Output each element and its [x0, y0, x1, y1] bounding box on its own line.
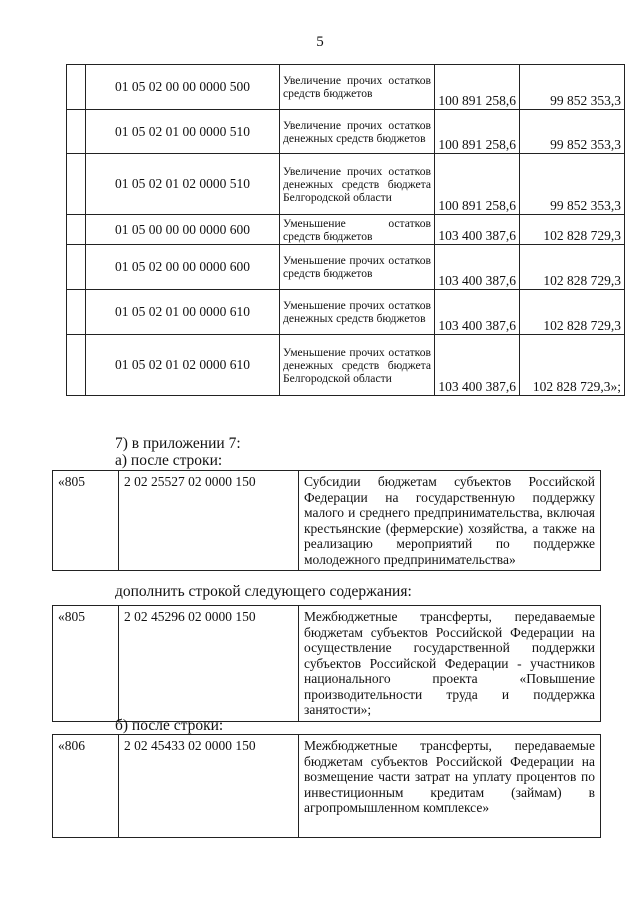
table-row — [67, 65, 625, 110]
value-2022-cell: 99 852 353,3 — [520, 65, 625, 110]
income-code-cell: 2 02 45296 02 0000 150 — [119, 606, 299, 722]
code-cell: 01 05 02 01 00 0000 610 — [86, 290, 280, 335]
code-cell: 01 05 02 01 02 0000 510 — [86, 154, 280, 215]
value-2021-cell: 103 400 387,6 — [435, 290, 520, 335]
code-cell: 01 05 02 00 00 0000 600 — [86, 245, 280, 290]
value-2021-cell: 103 400 387,6 — [435, 245, 520, 290]
empty-cell — [67, 245, 86, 290]
chapter-code-cell: «806 — [53, 735, 119, 838]
code-cell: 01 05 02 00 00 0000 500 — [86, 65, 280, 110]
empty-cell — [67, 215, 86, 245]
value-2022-cell: 99 852 353,3 — [520, 110, 625, 154]
value-2021-cell: 103 400 387,6 — [435, 335, 520, 396]
sources-table — [66, 64, 625, 396]
value-2021-cell: 100 891 258,6 — [435, 65, 520, 110]
description-cell: Уменьшение прочих остатков денежных средств бюджетов — [280, 290, 435, 335]
empty-cell — [67, 110, 86, 154]
value-2022-cell: 102 828 729,3 — [520, 215, 625, 245]
description-cell: Увеличение прочих остатков денежных средств бюджета Белгородской области — [280, 154, 435, 215]
item-a-heading: а) после строки: — [115, 452, 223, 469]
empty-cell — [67, 290, 86, 335]
description-cell: Межбюджетные трансферты, передаваемые бюджетам субъектов Российской Федерации на осуществление государственной поддержки субъектов Российской Федерации - участников национального проекта «Повышение производительности труда и поддержка занятости»; — [299, 606, 601, 722]
income-code-cell: 2 02 25527 02 0000 150 — [119, 471, 299, 571]
row-a-table — [52, 470, 601, 571]
description-cell: Межбюджетные трансферты, передаваемые бюджетам субъектов Российской Федерации на возмещение части затрат на уплату процентов по инвестиционным кредитам (займам) в агропромышленном комплексе» — [299, 735, 601, 838]
item-b-heading: б) после строки: — [115, 717, 224, 734]
page-number: 5 — [316, 34, 324, 50]
table-row — [53, 471, 601, 571]
description-cell: Уменьшение прочих остатков средств бюджетов — [280, 245, 435, 290]
income-code-cell: 2 02 45433 02 0000 150 — [119, 735, 299, 838]
table-row — [53, 606, 601, 722]
table-row — [67, 154, 625, 215]
table-row — [67, 245, 625, 290]
empty-cell — [67, 335, 86, 396]
table-row — [67, 215, 625, 245]
code-cell: 01 05 00 00 00 0000 600 — [86, 215, 280, 245]
value-2022-cell: 99 852 353,3 — [520, 154, 625, 215]
value-2021-cell: 100 891 258,6 — [435, 154, 520, 215]
description-cell: Увеличение прочих остатков средств бюджетов — [280, 65, 435, 110]
description-cell: Увеличение прочих остатков денежных средств бюджетов — [280, 110, 435, 154]
value-2022-cell: 102 828 729,3»; — [520, 335, 625, 396]
description-cell: Уменьшение остатков средств бюджетов — [280, 215, 435, 245]
section-7-heading: 7) в приложении 7: — [115, 435, 241, 452]
empty-cell — [67, 154, 86, 215]
description-cell: Уменьшение прочих остатков денежных средств бюджета Белгородской области — [280, 335, 435, 396]
table-row — [67, 110, 625, 154]
description-cell: Субсидии бюджетам субъектов Российской Федерации на государственную поддержку малого и среднего предпринимательства, включая крестьянские (фермерские) хозяйства, а также на реализацию мероприятий по поддержке молодежного предпринимательства» — [299, 471, 601, 571]
row-b-table — [52, 734, 601, 838]
add-line-text: дополнить строкой следующего содержания: — [115, 583, 412, 600]
row-add-table — [52, 605, 601, 722]
value-2021-cell: 100 891 258,6 — [435, 110, 520, 154]
chapter-code-cell: «805 — [53, 606, 119, 722]
empty-cell — [67, 65, 86, 110]
chapter-code-cell: «805 — [53, 471, 119, 571]
code-cell: 01 05 02 01 02 0000 610 — [86, 335, 280, 396]
table-row — [67, 335, 625, 396]
value-2022-cell: 102 828 729,3 — [520, 290, 625, 335]
table-row — [53, 735, 601, 838]
value-2021-cell: 103 400 387,6 — [435, 215, 520, 245]
table-row — [67, 290, 625, 335]
value-2022-cell: 102 828 729,3 — [520, 245, 625, 290]
code-cell: 01 05 02 01 00 0000 510 — [86, 110, 280, 154]
